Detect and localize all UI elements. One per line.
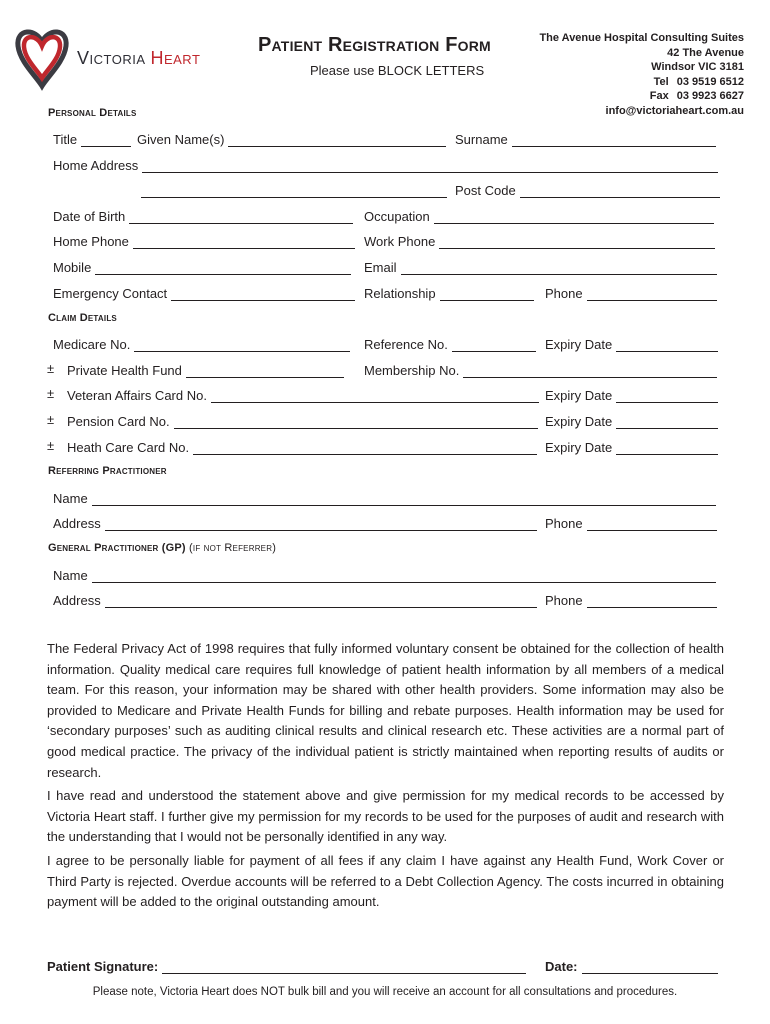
home-address-field[interactable]	[53, 156, 718, 173]
section-claim-details: Claim Details	[48, 312, 117, 324]
tel-value: 03 9519 6512	[676, 75, 744, 88]
emergency-contact-line[interactable]	[171, 288, 355, 301]
surname-line[interactable]	[512, 134, 716, 147]
reference-field[interactable]	[364, 335, 536, 352]
heart-icon	[14, 24, 70, 94]
contact-fax	[539, 89, 744, 104]
medicare-label: Medicare No.	[53, 337, 131, 352]
veteran-field[interactable]	[67, 386, 539, 403]
brand-name-part1: Victoria	[77, 48, 146, 68]
health-care-expiry-label: Expiry Date	[545, 440, 613, 455]
post-code-field[interactable]	[455, 181, 720, 198]
emergency-contact-field[interactable]	[53, 284, 355, 301]
relationship-field[interactable]	[364, 284, 534, 301]
emergency-phone-line[interactable]	[587, 288, 717, 301]
date-field[interactable]	[545, 956, 718, 974]
medicare-expiry-field[interactable]	[545, 335, 718, 352]
post-code-line[interactable]	[520, 185, 720, 198]
page-subtitle: Please use BLOCK LETTERS	[310, 63, 485, 78]
emergency-phone-label: Phone	[545, 286, 583, 301]
contact-line-2: 42 The Avenue	[667, 46, 744, 59]
home-address-line-2[interactable]	[141, 185, 447, 198]
health-care-line[interactable]	[193, 442, 537, 455]
home-address-line[interactable]	[142, 160, 718, 173]
brand-logo	[14, 24, 234, 94]
gp-address-field[interactable]	[53, 591, 537, 608]
permission-paragraph: I have read and understood the statement above and give permission for my medical records to be accessed by Victoria Heart staff. I further give my permission for my records to be used for the purposes of audit and research with the understanding that I would not be personally identified in any way.	[47, 788, 724, 845]
membership-label: Membership No.	[364, 363, 460, 378]
home-phone-line[interactable]	[133, 236, 355, 249]
medicare-line[interactable]	[134, 339, 350, 352]
pension-field[interactable]	[67, 412, 538, 429]
veteran-checkbox[interactable]: ±	[47, 386, 55, 401]
given-names-field[interactable]	[137, 130, 446, 147]
email-line[interactable]	[401, 262, 717, 275]
gp-address-label: Address	[53, 593, 101, 608]
mobile-field[interactable]	[53, 258, 351, 275]
surname-field[interactable]	[455, 130, 716, 147]
pension-line[interactable]	[174, 416, 538, 429]
patient-signature-label: Patient Signature:	[47, 959, 159, 974]
occupation-line[interactable]	[434, 211, 714, 224]
emergency-phone-field[interactable]	[545, 284, 717, 301]
medicare-field[interactable]	[53, 335, 350, 352]
given-names-line[interactable]	[228, 134, 446, 147]
home-address-line2[interactable]	[137, 181, 447, 198]
title-line[interactable]	[81, 134, 131, 147]
pension-label: Pension Card No.	[67, 414, 170, 429]
medicare-expiry-line[interactable]	[616, 339, 718, 352]
private-health-field[interactable]	[67, 361, 344, 378]
gp-section-note: (if not Referrer)	[189, 542, 277, 554]
email-field[interactable]	[364, 258, 717, 275]
membership-line[interactable]	[463, 365, 717, 378]
pension-expiry-line[interactable]	[616, 416, 718, 429]
referrer-address-label: Address	[53, 516, 101, 531]
gp-name-line[interactable]	[92, 570, 716, 583]
reference-label: Reference No.	[364, 337, 448, 352]
veteran-expiry-field[interactable]	[545, 386, 718, 403]
contact-tel	[539, 75, 744, 90]
tel-label: Tel	[653, 75, 669, 88]
title-label: Title	[53, 132, 78, 147]
pension-expiry-label: Expiry Date	[545, 414, 613, 429]
gp-name-field[interactable]	[53, 566, 716, 583]
work-phone-field[interactable]	[364, 232, 715, 249]
contact-email: info@victoriaheart.com.au	[605, 104, 744, 117]
dob-line[interactable]	[129, 211, 353, 224]
home-phone-label: Home Phone	[53, 234, 129, 249]
patient-signature-line[interactable]	[162, 959, 526, 974]
patient-signature-field[interactable]	[47, 956, 526, 974]
private-health-checkbox[interactable]: ±	[47, 361, 55, 376]
referrer-phone-label: Phone	[545, 516, 583, 531]
pension-expiry-field[interactable]	[545, 412, 718, 429]
privacy-paragraph: The Federal Privacy Act of 1998 requires that fully informed voluntary consent be obtained for the collection of health information. Quality medical care requires full knowledge of patient health information by all members of a medical team. For this reason, your information may be shared with other health providers. Some information may also be provided to Medicare and Private Health Funds for billing and rebate purposes. Health information may be used for ‘secondary purposes’ such as auditing clinical results and clinical research etc. These activities are a normal part of good medical practice. The privacy of the individual patient is strictly maintained when reporting results of audits or research.	[47, 641, 724, 780]
page-title: Patient Registration Form	[258, 34, 491, 56]
title-field[interactable]	[53, 130, 131, 147]
contact-block	[539, 31, 744, 118]
gp-address-line[interactable]	[105, 595, 537, 608]
date-line[interactable]	[582, 959, 718, 974]
reference-line[interactable]	[452, 339, 536, 352]
section-general-practitioner	[48, 542, 276, 554]
section-referring-practitioner: Referring Practitioner	[48, 465, 167, 477]
referrer-name-field[interactable]	[53, 489, 716, 506]
home-phone-field[interactable]	[53, 232, 355, 249]
referrer-name-line[interactable]	[92, 493, 716, 506]
veteran-line[interactable]	[211, 390, 539, 403]
mobile-line[interactable]	[95, 262, 351, 275]
gp-name-label: Name	[53, 568, 88, 583]
emergency-contact-label: Emergency Contact	[53, 286, 168, 301]
contact-line-3: Windsor VIC 3181	[651, 61, 744, 73]
health-care-field[interactable]	[67, 438, 537, 455]
private-health-label: Private Health Fund	[67, 363, 182, 378]
occupation-label: Occupation	[364, 209, 430, 224]
fax-label: Fax	[649, 90, 669, 102]
veteran-expiry-label: Expiry Date	[545, 388, 613, 403]
surname-label: Surname	[455, 132, 508, 147]
contact-line-1: The Avenue Hospital Consulting Suites	[539, 32, 744, 44]
email-label: Email	[364, 260, 397, 275]
occupation-field[interactable]	[364, 207, 714, 224]
given-names-label: Given Name(s)	[137, 132, 225, 147]
referrer-phone-field[interactable]	[545, 514, 717, 531]
referrer-address-line[interactable]	[105, 518, 537, 531]
health-care-checkbox[interactable]: ±	[47, 438, 55, 453]
billing-note: Please note, Victoria Heart does NOT bulk bill and you will receive an account for all consultations and procedures.	[92, 986, 678, 998]
referrer-name-label: Name	[53, 491, 88, 506]
gp-phone-field[interactable]	[545, 591, 717, 608]
health-care-label: Heath Care Card No.	[67, 440, 190, 455]
brand-name	[77, 48, 200, 69]
consent-text	[47, 639, 724, 916]
work-phone-line[interactable]	[439, 236, 715, 249]
veteran-label: Veteran Affairs Card No.	[67, 388, 207, 403]
private-health-line[interactable]	[186, 365, 344, 378]
membership-field[interactable]	[364, 361, 717, 378]
veteran-expiry-line[interactable]	[616, 390, 718, 403]
dob-field[interactable]	[53, 207, 353, 224]
home-address-label: Home Address	[53, 158, 139, 173]
post-code-label: Post Code	[455, 183, 516, 198]
work-phone-label: Work Phone	[364, 234, 436, 249]
health-care-expiry-field[interactable]	[545, 438, 718, 455]
date-label: Date:	[545, 959, 578, 974]
gp-phone-line[interactable]	[587, 595, 717, 608]
referrer-address-field[interactable]	[53, 514, 537, 531]
brand-name-part2: Heart	[150, 48, 201, 68]
relationship-label: Relationship	[364, 286, 436, 301]
fax-value: 03 9923 6627	[676, 90, 744, 102]
health-care-expiry-line[interactable]	[616, 442, 718, 455]
mobile-label: Mobile	[53, 260, 92, 275]
medicare-expiry-label: Expiry Date	[545, 337, 613, 352]
referrer-phone-line[interactable]	[587, 518, 717, 531]
relationship-line[interactable]	[440, 288, 534, 301]
gp-phone-label: Phone	[545, 593, 583, 608]
pension-checkbox[interactable]: ±	[47, 412, 55, 427]
liability-paragraph: I agree to be personally liable for payment of all fees if any claim I have against any Health Fund, Work Cover or Third Party is rejected. Overdue accounts will be referred to a Debt Collection Agency. The costs incurred in obtaining payment will be added to the original outstanding amount.	[47, 852, 724, 910]
gp-section-title: General Practitioner (GP)	[48, 542, 186, 554]
dob-label: Date of Birth	[53, 209, 126, 224]
section-personal-details: Personal Details	[48, 107, 137, 119]
